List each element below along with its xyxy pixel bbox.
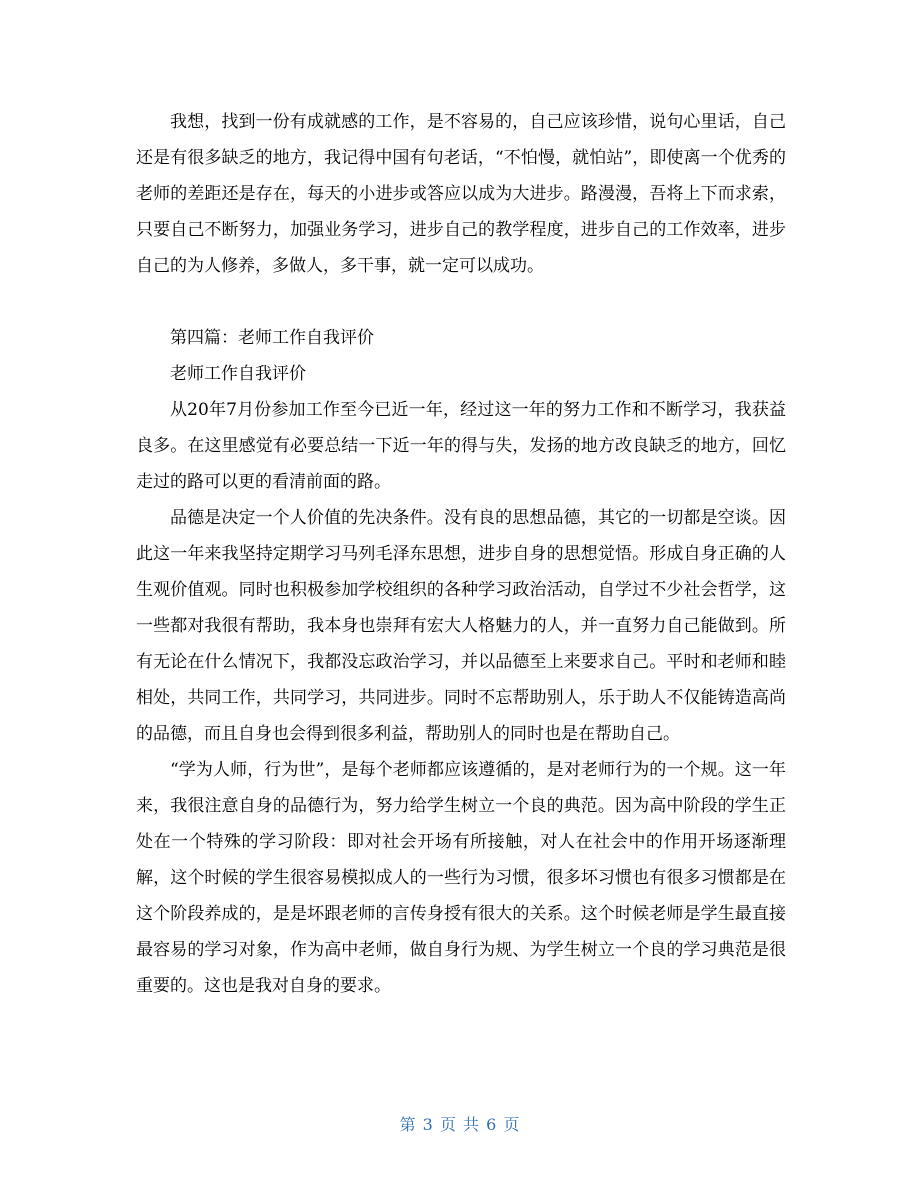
paragraph-role-model: “学为人师，行为世”，是每个老师都应该遵循的，是对老师行为的一个规。这一年来，我很注意自身的品德行为，努力给学生树立一个良的典范。因为高中阶段的学生正处在一个特殊的学习阶段：即对社会开场有所接触，对人在社会中的作用开场逐渐理解，这个时候的学生很容易模拟成人的一些行为习惯，很多坏习惯也有很多习惯都是在这个阶段养成的，是是坏跟老师的言传身授有很大的关系。这个时候老师是学生最直接最容易的学习对象，作为高中老师，做自身行为规、为学生树立一个良的学习典范是很重要的。这也是我对自身的要求。 — [136, 760, 786, 996]
document-body — [136, 104, 786, 1004]
page-number-footer: 第 3 页 共 6 页 — [399, 1115, 521, 1134]
section-spacer — [136, 284, 786, 320]
section-heading: 第四篇：老师工作自我评价 — [170, 328, 374, 348]
paragraph-morality: 品德是决定一个人价值的先决条件。没有良的思想品德，其它的一切都是空谈。因此这一年来我坚持定期学习马列毛泽东思想，进步自身的思想觉悟。形成自身正确的人生观价值观。同时也积极参加学校组织的各种学习政治活动，自学过不少社会哲学，这一些都对我很有帮助，我本身也崇拜有宏大人格魅力的人，并一直努力自己能做到。所有无论在什么情况下，我都没忘政治学习，并以品德至上来要求自己。平时和老师和睦相处，共同工作，共同学习，共同进步。同时不忘帮助别人，乐于助人不仅能铸造高尚的品德，而且自身也会得到很多利益，帮助别人的同时也是在帮助自己。 — [136, 508, 786, 744]
paragraph-intro: 从20年7月份参加工作至今已近一年，经过这一年的努力工作和不断学习，我获益良多。在这里感觉有必要总结一下近一年的得与失，发扬的地方改良缺乏的地方，回忆走过的路可以更的看清前面的路。 — [136, 400, 786, 492]
paragraph-closing-remarks: 我想，找到一份有成就感的工作，是不容易的，自己应该珍惜，说句心里话，自己还是有很多缺乏的地方，我记得中国有句老话，“不怕慢，就怕站”，即使离一个优秀的老师的差距还是存在，每天的小进步或答应以成为大进步。路漫漫，吾将上下而求索，只要自己不断努力，加强业务学习，进步自己的教学程度，进步自己的工作效率，进步自己的为人修养，多做人，多干事，就一定可以成功。 — [136, 112, 786, 276]
sub-heading: 老师工作自我评价 — [170, 364, 306, 384]
